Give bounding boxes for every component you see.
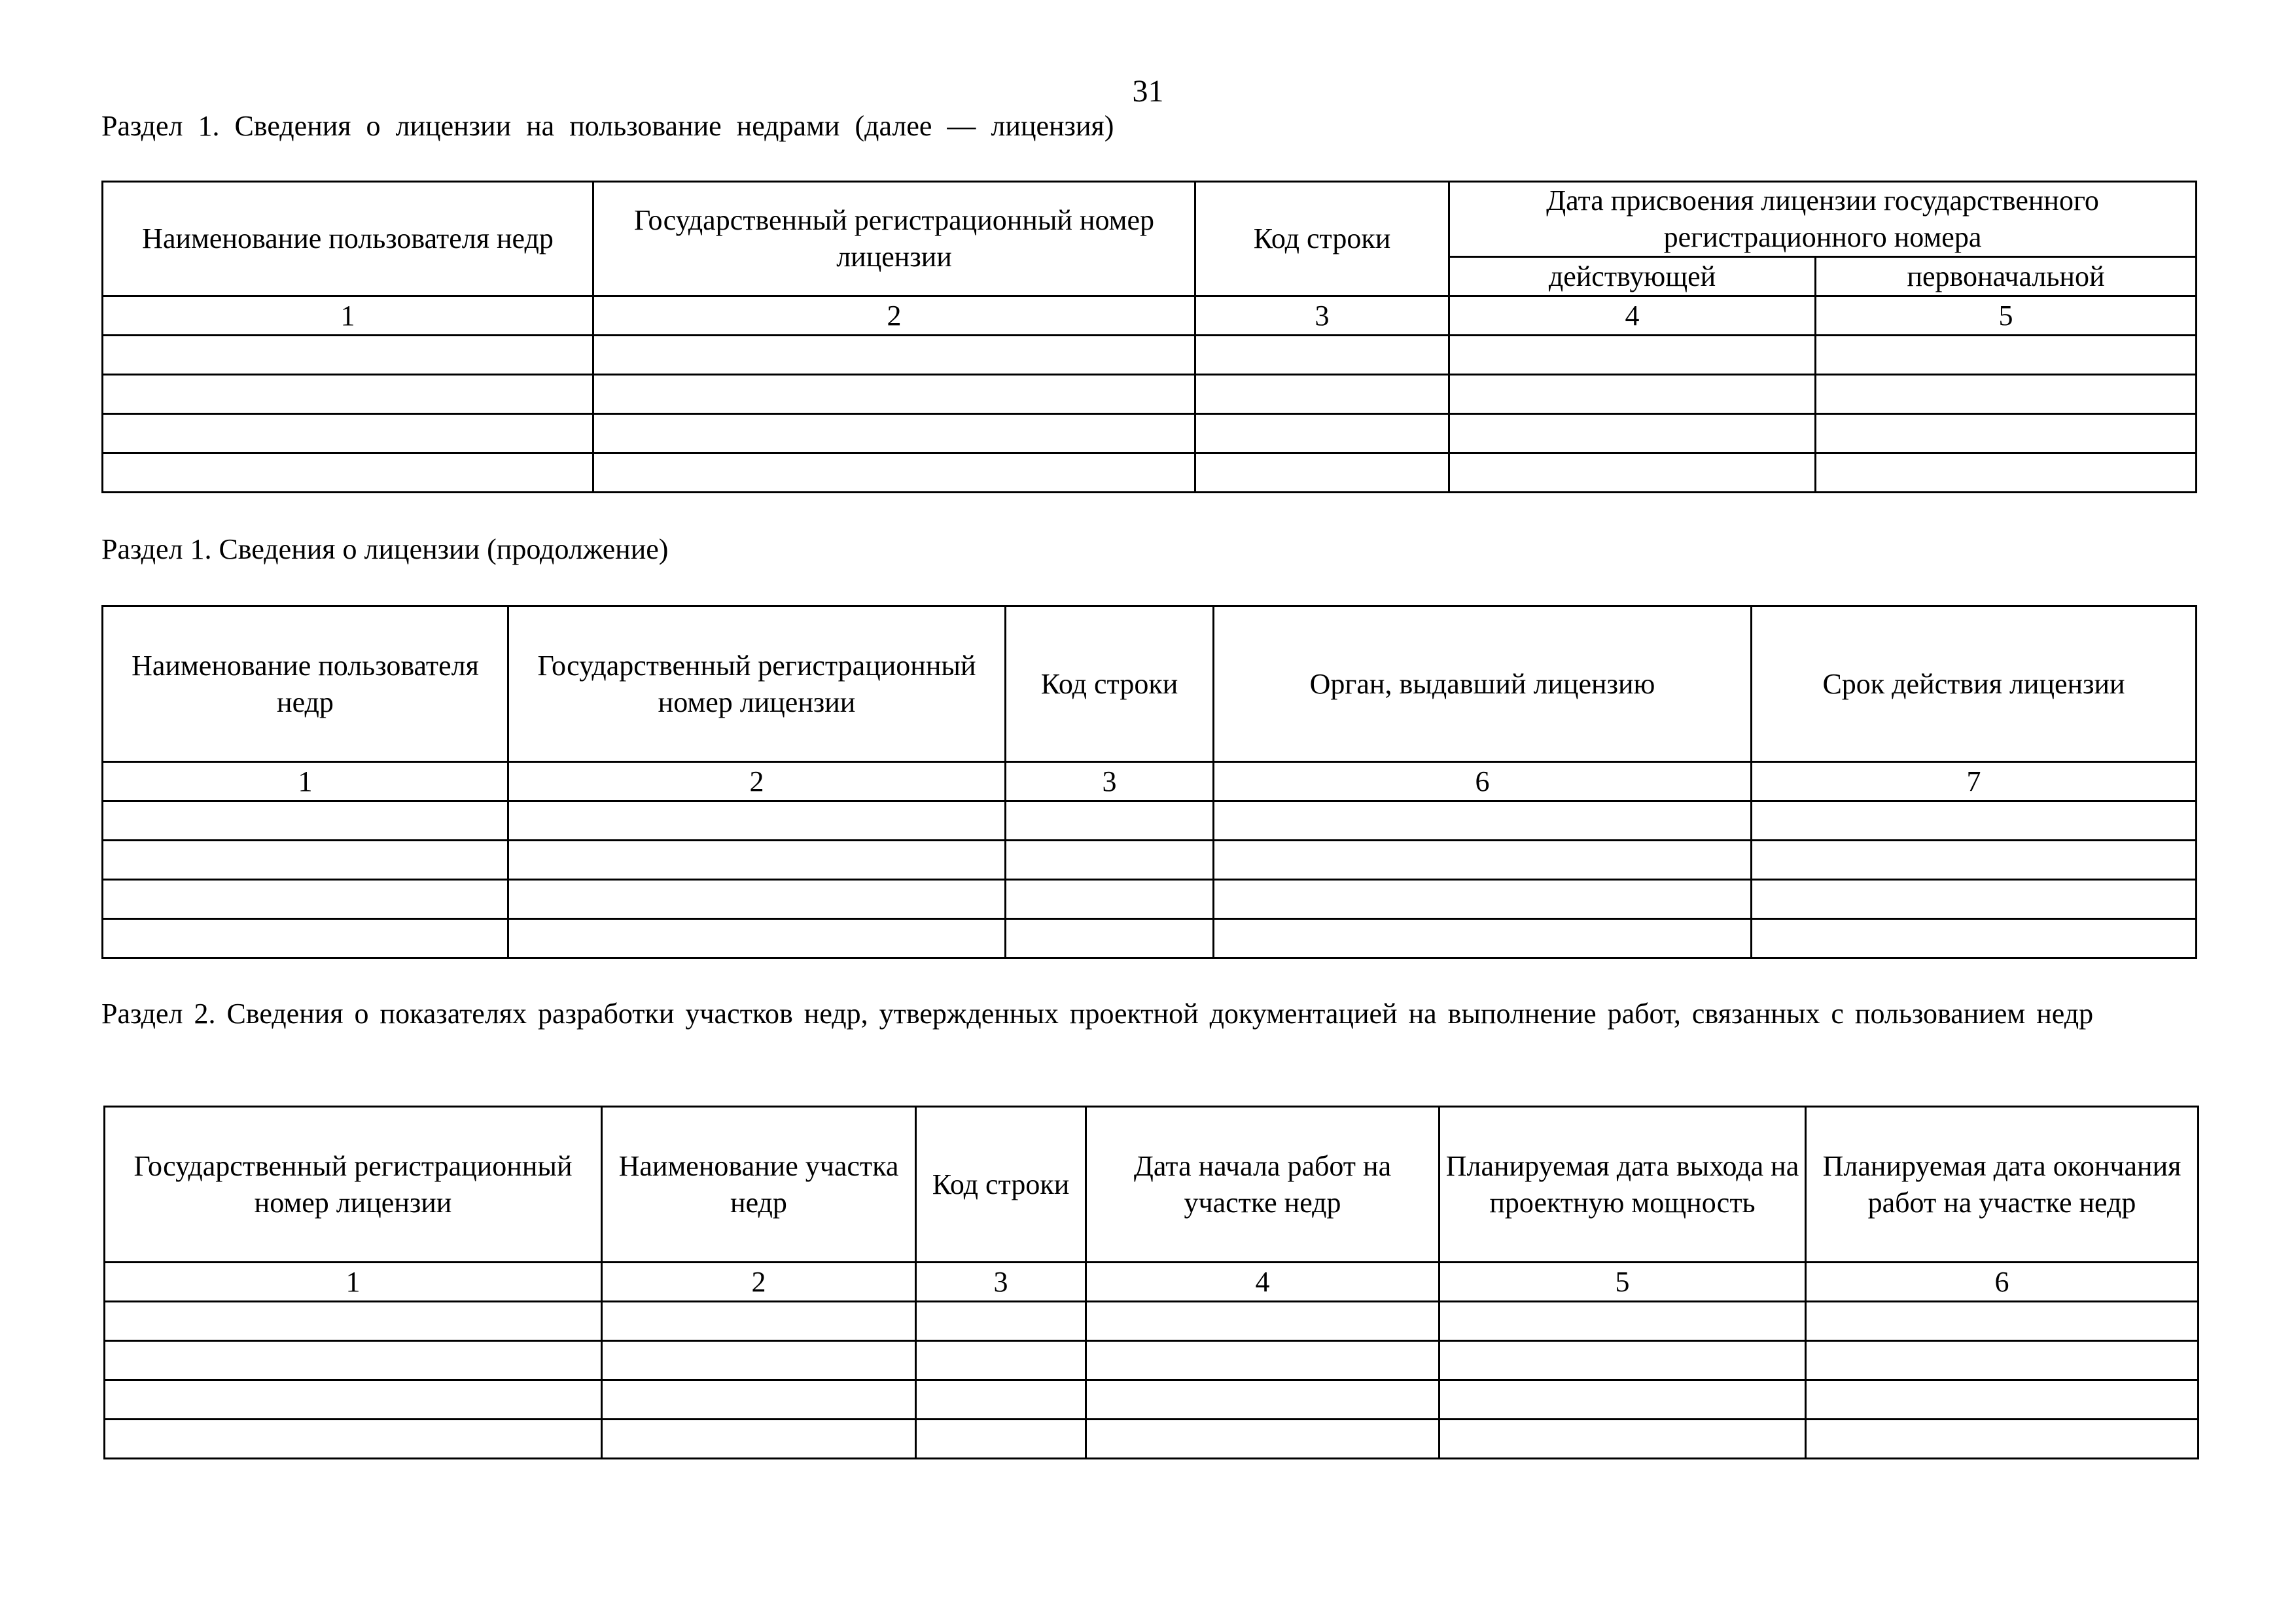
development-indicators-table xyxy=(103,1106,2199,1459)
table-cell[interactable] xyxy=(103,841,508,880)
table-cell[interactable] xyxy=(1806,1420,2199,1459)
table-cell[interactable] xyxy=(508,919,1006,958)
table-cell[interactable] xyxy=(1006,801,1214,841)
table-cell[interactable] xyxy=(103,919,508,958)
table-cell[interactable] xyxy=(593,414,1195,453)
column-number: 1 xyxy=(103,762,508,801)
table-cell[interactable] xyxy=(593,336,1195,375)
header-site-name: Наименование участка недр xyxy=(602,1107,916,1263)
header-current: действующей xyxy=(1449,257,1816,296)
table-cell[interactable] xyxy=(103,336,593,375)
table-cell[interactable] xyxy=(1816,414,2197,453)
table-cell[interactable] xyxy=(1752,880,2197,919)
table-cell[interactable] xyxy=(508,880,1006,919)
table-row xyxy=(103,919,2197,958)
header-issuing-authority: Орган, выдавший лицензию xyxy=(1214,606,1752,762)
table-cell[interactable] xyxy=(1752,801,2197,841)
table-cell[interactable] xyxy=(1195,375,1449,414)
table-cell[interactable] xyxy=(1214,919,1752,958)
table-cell[interactable] xyxy=(1816,375,2197,414)
column-number: 1 xyxy=(103,296,593,336)
page-number: 31 xyxy=(1132,74,1164,109)
table-cell[interactable] xyxy=(1006,841,1214,880)
section2-title: Раздел 2. Сведения о показателях разработки участков недр, утвержденных проектной документацией на выполнение работ, связанных с пользованием недр xyxy=(101,998,2094,1030)
header-license-number: Государственный регистрационный номер лицензии xyxy=(593,182,1195,296)
column-number: 4 xyxy=(1449,296,1816,336)
table-cell[interactable] xyxy=(916,1380,1086,1420)
column-numbers-row xyxy=(103,762,2197,801)
table-cell[interactable] xyxy=(916,1302,1086,1341)
section1-continuation-title: Раздел 1. Сведения о лицензии (продолжение) xyxy=(101,533,669,565)
column-number: 3 xyxy=(1006,762,1214,801)
table-cell[interactable] xyxy=(1752,919,2197,958)
table-cell[interactable] xyxy=(1195,453,1449,493)
table-cell[interactable] xyxy=(508,841,1006,880)
table-cell[interactable] xyxy=(1214,841,1752,880)
table-cell[interactable] xyxy=(105,1380,602,1420)
column-number: 3 xyxy=(1195,296,1449,336)
table-cell[interactable] xyxy=(1449,375,1816,414)
header-row-code: Код строки xyxy=(1006,606,1214,762)
header-validity-period: Срок действия лицензии xyxy=(1752,606,2197,762)
table-cell[interactable] xyxy=(1439,1341,1806,1380)
header-row-code: Код строки xyxy=(1195,182,1449,296)
table-cell[interactable] xyxy=(602,1380,916,1420)
table-cell[interactable] xyxy=(1086,1302,1439,1341)
table-cell[interactable] xyxy=(508,801,1006,841)
column-number: 5 xyxy=(1816,296,2197,336)
table-cell[interactable] xyxy=(1806,1302,2199,1341)
table-cell[interactable] xyxy=(593,453,1195,493)
table-cell[interactable] xyxy=(103,375,593,414)
column-number: 6 xyxy=(1806,1263,2199,1302)
table-cell[interactable] xyxy=(1006,919,1214,958)
table-cell[interactable] xyxy=(1816,453,2197,493)
license-table xyxy=(101,181,2197,493)
header-design-capacity-date: Планируемая дата выхода на проектную мощность xyxy=(1439,1107,1806,1263)
header-license-number: Государственный регистрационный номер лицензии xyxy=(508,606,1006,762)
table-cell[interactable] xyxy=(1439,1302,1806,1341)
table-row xyxy=(103,880,2197,919)
table-cell[interactable] xyxy=(1195,336,1449,375)
table-row xyxy=(103,375,2197,414)
table-cell[interactable] xyxy=(1086,1341,1439,1380)
table-cell[interactable] xyxy=(1752,841,2197,880)
table-cell[interactable] xyxy=(602,1420,916,1459)
header-row-code: Код строки xyxy=(916,1107,1086,1263)
table-cell[interactable] xyxy=(105,1341,602,1380)
column-numbers-row xyxy=(103,296,2197,336)
table-cell[interactable] xyxy=(1214,801,1752,841)
table-cell[interactable] xyxy=(1006,880,1214,919)
table-cell[interactable] xyxy=(1439,1420,1806,1459)
header-user-name: Наименование пользователя недр xyxy=(103,182,593,296)
table-row xyxy=(103,414,2197,453)
section1-title: Раздел 1. Сведения о лицензии на пользование недрами (далее — лицензия) xyxy=(101,110,1114,142)
table-row xyxy=(103,453,2197,493)
table-cell[interactable] xyxy=(1195,414,1449,453)
table-cell[interactable] xyxy=(1214,880,1752,919)
table-row xyxy=(105,1302,2199,1341)
column-number: 6 xyxy=(1214,762,1752,801)
table-cell[interactable] xyxy=(602,1341,916,1380)
column-number: 2 xyxy=(508,762,1006,801)
table-cell[interactable] xyxy=(103,453,593,493)
header-license-number: Государственный регистрационный номер лицензии xyxy=(105,1107,602,1263)
table-cell[interactable] xyxy=(105,1420,602,1459)
table-cell[interactable] xyxy=(916,1341,1086,1380)
table-cell[interactable] xyxy=(1806,1341,2199,1380)
table-cell[interactable] xyxy=(602,1302,916,1341)
table-cell[interactable] xyxy=(1086,1380,1439,1420)
column-number: 1 xyxy=(105,1263,602,1302)
column-number: 2 xyxy=(593,296,1195,336)
table-cell[interactable] xyxy=(1439,1380,1806,1420)
table-cell[interactable] xyxy=(103,801,508,841)
table-cell[interactable] xyxy=(1449,453,1816,493)
table-row xyxy=(105,1420,2199,1459)
header-work-end-date: Планируемая дата окончания работ на участке недр xyxy=(1806,1107,2199,1263)
table-row xyxy=(105,1341,2199,1380)
column-number: 4 xyxy=(1086,1263,1439,1302)
table-row xyxy=(103,801,2197,841)
table-cell[interactable] xyxy=(1449,336,1816,375)
header-work-start-date: Дата начала работ на участке недр xyxy=(1086,1107,1439,1263)
table-cell[interactable] xyxy=(103,880,508,919)
table-cell[interactable] xyxy=(103,414,593,453)
header-user-name: Наименование пользователя недр xyxy=(103,606,508,762)
table-row xyxy=(103,336,2197,375)
table-cell[interactable] xyxy=(1806,1380,2199,1420)
column-number: 7 xyxy=(1752,762,2197,801)
column-number: 5 xyxy=(1439,1263,1806,1302)
header-initial: первоначальной xyxy=(1816,257,2197,296)
table-row xyxy=(103,841,2197,880)
header-assignment-date: Дата присвоения лицензии государственного регистрационного номера xyxy=(1449,182,2197,257)
table-cell[interactable] xyxy=(593,375,1195,414)
table-cell[interactable] xyxy=(916,1420,1086,1459)
table-row xyxy=(105,1380,2199,1420)
license-continuation-table xyxy=(101,605,2197,959)
table-cell[interactable] xyxy=(1449,414,1816,453)
table-cell[interactable] xyxy=(105,1302,602,1341)
column-numbers-row xyxy=(105,1263,2199,1302)
table-cell[interactable] xyxy=(1086,1420,1439,1459)
column-number: 2 xyxy=(602,1263,916,1302)
table-cell[interactable] xyxy=(1816,336,2197,375)
column-number: 3 xyxy=(916,1263,1086,1302)
